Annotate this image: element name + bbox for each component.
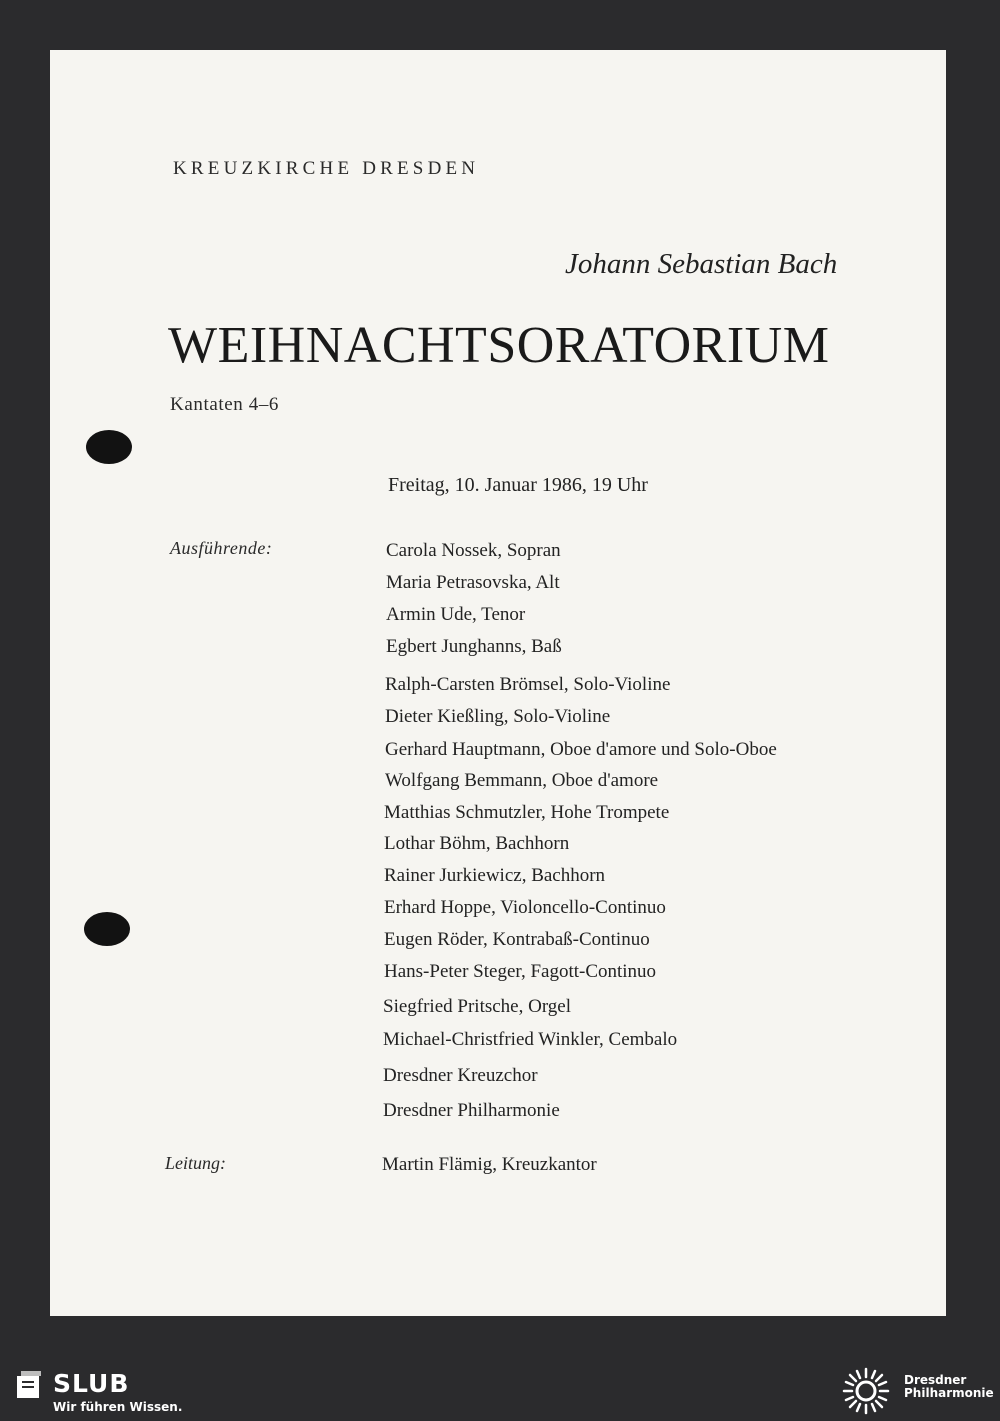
performer-item: Egbert Junghanns, Baß: [386, 636, 562, 657]
performer-item: Hans-Peter Steger, Fagott-Continuo: [384, 961, 657, 982]
performer-item: Ralph-Carsten Brömsel, Solo-Violine: [385, 674, 671, 695]
performance-date: Freitag, 10. Januar 1986, 19 Uhr: [388, 474, 648, 496]
work-title: WEIHNACHTSORATORIUM: [168, 317, 830, 374]
partner-line-1: Dresdner: [904, 1373, 967, 1387]
punch-hole: [86, 430, 132, 464]
leader-name: Martin Flämig, Kreuzkantor: [382, 1154, 597, 1175]
slub-name: SLUB: [53, 1369, 130, 1398]
performer-item: Michael-Christfried Winkler, Cembalo: [383, 1029, 678, 1050]
performer-item: Carola Nossek, Sopran: [386, 540, 561, 561]
cantatas-subtitle: Kantaten 4–6: [170, 394, 280, 415]
venue-heading: KREUZKIRCHE DRESDEN: [173, 158, 480, 179]
footer-bar: [0, 1362, 1000, 1417]
dresdner-philharmonie-name: [904, 1374, 994, 1400]
partner-line-2: Philharmonie: [904, 1386, 994, 1400]
performer-item: Dresdner Philharmonie: [383, 1100, 560, 1121]
performer-item: Gerhard Hauptmann, Oboe d'amore und Solo-Oboe: [385, 739, 777, 760]
slub-tagline: Wir führen Wissen.: [53, 1400, 183, 1414]
performer-item: Matthias Schmutzler, Hohe Trompete: [384, 802, 670, 823]
leader-label: Leitung:: [165, 1153, 226, 1173]
performer-item: Armin Ude, Tenor: [386, 604, 526, 625]
punch-hole: [84, 912, 130, 946]
slub-logo-icon: [16, 1370, 42, 1404]
composer-name: Johann Sebastian Bach: [565, 248, 838, 280]
performer-item: Siegfried Pritsche, Orgel: [383, 996, 572, 1017]
program-sheet: [50, 50, 946, 1316]
performer-item: Rainer Jurkiewicz, Bachhorn: [384, 865, 606, 886]
performer-item: Dieter Kießling, Solo-Violine: [385, 706, 611, 727]
performers-label: Ausführende:: [170, 538, 273, 558]
performer-item: Wolfgang Bemmann, Oboe d'amore: [385, 770, 659, 791]
performer-item: Erhard Hoppe, Violoncello-Continuo: [384, 897, 666, 918]
dresdner-philharmonie-logo-icon: [838, 1365, 894, 1421]
performer-item: Eugen Röder, Kontrabaß-Continuo: [384, 929, 650, 950]
performer-item: Lothar Böhm, Bachhorn: [384, 833, 570, 854]
performer-item: Maria Petrasovska, Alt: [386, 572, 560, 593]
performer-item: Dresdner Kreuzchor: [383, 1065, 538, 1086]
